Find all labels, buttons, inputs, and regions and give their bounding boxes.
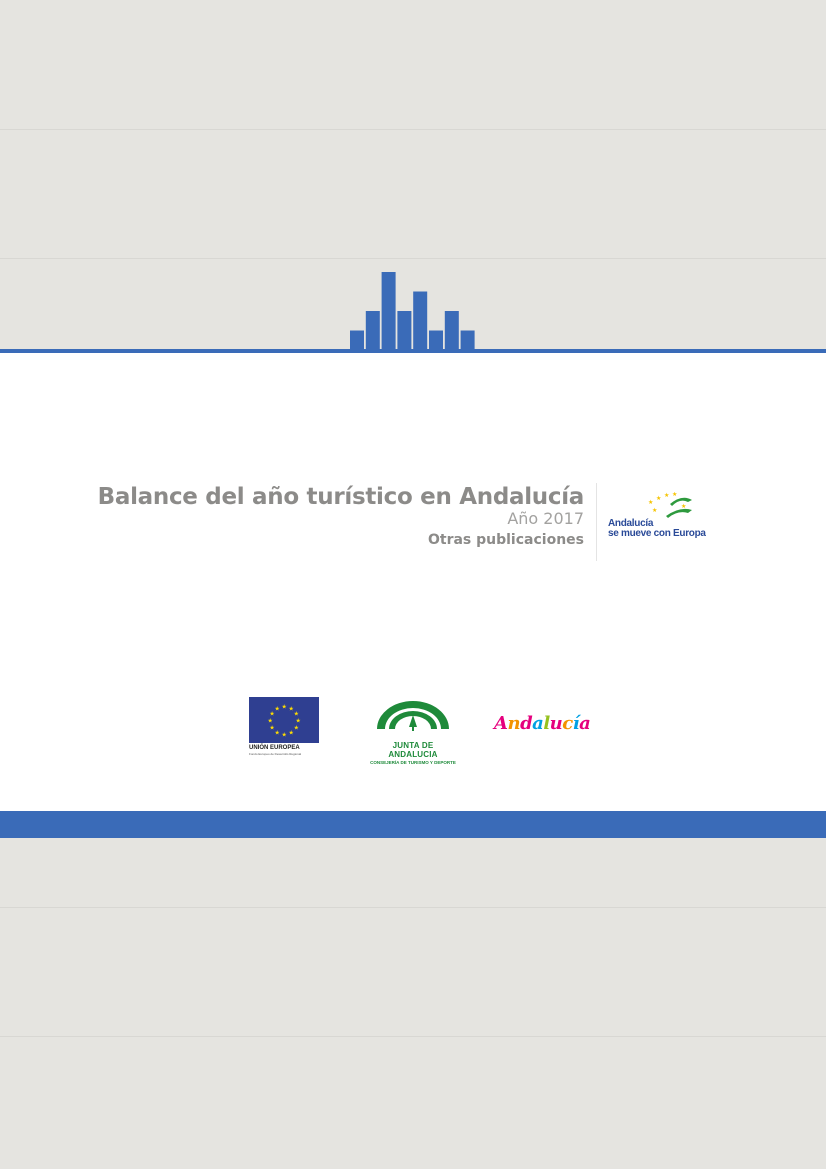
decor-bar — [350, 331, 364, 351]
svg-text:★: ★ — [648, 499, 654, 506]
top-accent-line — [0, 349, 826, 353]
eu-label: UNIÓN EUROPEA — [249, 745, 300, 751]
svg-text:★: ★ — [295, 717, 301, 725]
decor-bar — [382, 272, 396, 350]
decor-bar — [366, 311, 380, 350]
svg-text:★: ★ — [269, 724, 275, 732]
fund-slogan-line2: se mueve con Europa — [608, 528, 706, 539]
title-block — [98, 484, 584, 548]
eu-sublabel: Fondo Europeo de Desarrollo Regional — [249, 752, 302, 756]
svg-text:★: ★ — [281, 731, 287, 739]
bottom-accent-bar — [0, 811, 826, 839]
decor-bar — [397, 311, 411, 350]
decorative-bar-graphic — [0, 0, 826, 350]
fund-slogan-line1: Andalucía — [608, 518, 654, 529]
decor-bar — [461, 331, 475, 351]
andalucia-brand-logo: Andalucía — [494, 713, 591, 734]
eu-flag-icon — [249, 697, 319, 743]
band-divider — [0, 907, 826, 908]
bottom-gray-band — [0, 838, 826, 1169]
junta-sublabel: CONSEJERÍA DE TURISMO Y DEPORTE — [370, 760, 456, 765]
document-year: Año 2017 — [507, 509, 584, 528]
series-label: Otras publicaciones — [427, 532, 584, 548]
svg-text:★: ★ — [269, 710, 275, 718]
svg-text:★: ★ — [656, 495, 662, 502]
svg-text:★: ★ — [288, 729, 294, 737]
svg-text:★: ★ — [274, 705, 280, 713]
svg-text:★: ★ — [288, 705, 294, 713]
svg-text:★: ★ — [281, 703, 287, 711]
svg-text:★: ★ — [274, 729, 280, 737]
decor-bar — [445, 311, 459, 350]
svg-text:★: ★ — [293, 724, 300, 732]
junta-label: JUNTA DE ANDALUCIA — [388, 741, 438, 759]
decor-bar — [413, 292, 427, 351]
svg-text:★: ★ — [293, 710, 300, 718]
svg-text:★: ★ — [664, 492, 670, 499]
band-divider — [0, 1036, 826, 1037]
title-separator — [596, 483, 597, 561]
svg-text:★: ★ — [652, 507, 658, 514]
svg-text:★: ★ — [672, 492, 678, 498]
andalucia-se-mueve-logo — [608, 492, 708, 552]
document-title: Balance del año turístico en Andalucía — [97, 484, 584, 510]
svg-text:★: ★ — [267, 717, 273, 725]
svg-text:★: ★ — [681, 503, 687, 510]
junta-de-andalucia-logo — [369, 697, 457, 765]
junta-emblem-icon — [369, 697, 457, 739]
eu-logo — [249, 697, 321, 759]
decor-bar — [429, 331, 443, 351]
